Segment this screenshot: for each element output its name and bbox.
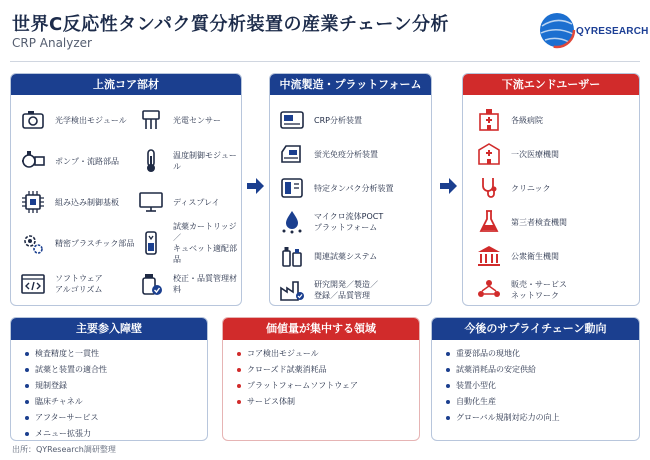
factory-icon bbox=[278, 276, 306, 304]
clinic-building-icon bbox=[475, 140, 503, 168]
chain-item-label: 蛍光免疫分析装置 bbox=[314, 149, 378, 159]
header-divider bbox=[10, 61, 640, 62]
chain-item-label: 特定タンパク分析装置 bbox=[314, 183, 394, 193]
bullet-item: 試薬消耗品の安定供給 bbox=[446, 362, 639, 378]
value-header: 価値量が集中する領域 bbox=[223, 318, 419, 340]
chain-item bbox=[137, 265, 241, 303]
chain-item bbox=[475, 101, 543, 139]
trends-list bbox=[432, 340, 639, 426]
chain-item-label: 光学検出モジュール bbox=[55, 115, 127, 125]
chain-item-label: CRP分析装置 bbox=[314, 115, 362, 125]
chain-item-label: ソフトウェア アルゴリズム bbox=[55, 274, 103, 294]
bullet-item: サービス体制 bbox=[237, 394, 419, 410]
monitor-icon bbox=[137, 188, 165, 216]
sensor-icon bbox=[137, 106, 165, 134]
bullet-item: 装置小型化 bbox=[446, 378, 639, 394]
bullet-item: 検査精度と一貫性 bbox=[25, 346, 207, 362]
chain-item-label: 販売・サービス ネットワーク bbox=[511, 280, 567, 300]
analyzer-icon bbox=[278, 106, 306, 134]
chain-item-label: クリニック bbox=[511, 183, 551, 193]
chain-item bbox=[19, 224, 134, 262]
chain-item bbox=[137, 224, 241, 262]
chip-icon bbox=[19, 188, 47, 216]
bullet-item: メニュー拡張力 bbox=[25, 426, 207, 442]
pump-icon bbox=[19, 147, 47, 175]
bullet-item: 自動化生産 bbox=[446, 394, 639, 410]
flask-icon bbox=[475, 208, 503, 236]
stethoscope-icon bbox=[475, 174, 503, 202]
upstream-header: 上流コア部材 bbox=[11, 74, 241, 95]
barriers-panel bbox=[10, 317, 208, 441]
protein-analyzer-icon bbox=[278, 174, 306, 202]
chain-item bbox=[475, 135, 559, 173]
arrow-right-icon bbox=[245, 176, 265, 196]
bullet-item: クローズド試薬消耗品 bbox=[237, 362, 419, 378]
chain-item bbox=[137, 101, 221, 139]
chain-item bbox=[137, 142, 241, 180]
chain-item-label: 温度制御モジュール bbox=[173, 151, 237, 171]
bullet-item: 試薬と装置の適合性 bbox=[25, 362, 207, 378]
chain-item bbox=[475, 271, 567, 309]
fluorescence-analyzer-icon bbox=[278, 140, 306, 168]
chain-item bbox=[278, 237, 377, 275]
chain-item bbox=[278, 101, 362, 139]
chain-item-label: 試薬カートリッジ／ キュベット適配部品 bbox=[173, 222, 237, 264]
chain-item-label: 第三者検査機関 bbox=[511, 217, 567, 227]
chain-item bbox=[19, 183, 119, 221]
chain-item-label: ポンプ・流路部品 bbox=[55, 156, 119, 166]
bullet-item: グローバル規制対応力の向上 bbox=[446, 410, 639, 426]
chain-item-label: マイクロ流体POCT プラットフォーム bbox=[314, 212, 384, 232]
chain-item bbox=[19, 142, 119, 180]
chain-item bbox=[137, 183, 220, 221]
chain-item-label: 一次医療機関 bbox=[511, 149, 559, 159]
chain-item bbox=[19, 265, 103, 303]
bullet-item: プラットフォームソフトウェア bbox=[237, 378, 419, 394]
value-panel bbox=[222, 317, 420, 441]
chain-item-label: 各級病院 bbox=[511, 115, 543, 125]
upstream-panel bbox=[10, 73, 242, 306]
network-people-icon bbox=[475, 276, 503, 304]
institution-icon bbox=[475, 242, 503, 270]
barriers-list bbox=[11, 340, 207, 442]
bottle-check-icon bbox=[137, 270, 165, 298]
chain-item-label: 校正・品質管理材料 bbox=[173, 274, 237, 294]
trends-panel bbox=[431, 317, 640, 441]
thermometer-icon bbox=[137, 147, 165, 175]
cartridge-icon bbox=[137, 229, 165, 257]
chain-item bbox=[19, 101, 127, 139]
value-list bbox=[223, 340, 419, 410]
bullet-item: 重要部品の現地化 bbox=[446, 346, 639, 362]
code-icon bbox=[19, 270, 47, 298]
midstream-panel bbox=[269, 73, 432, 306]
chain-item-label: 組み込み制御基板 bbox=[55, 197, 119, 207]
midstream-header: 中流製造・プラットフォーム bbox=[270, 74, 431, 95]
bullet-item: 臨床チャネル bbox=[25, 394, 207, 410]
chain-item bbox=[278, 271, 378, 309]
logo-text: QYRESEARCH bbox=[576, 26, 649, 37]
chain-item-label: ディスプレイ bbox=[173, 197, 220, 207]
bullet-item: コア検出モジュール bbox=[237, 346, 419, 362]
chain-item-label: 研究開発／製造／ 登録／品質管理 bbox=[314, 280, 378, 300]
chain-item-label: 精密プラスチック部品 bbox=[55, 238, 135, 248]
reagent-bottles-icon bbox=[278, 242, 306, 270]
chain-item bbox=[278, 169, 393, 207]
hospital-icon bbox=[475, 106, 503, 134]
chain-item-label: 関連試薬システム bbox=[314, 251, 378, 261]
chain-item bbox=[475, 169, 551, 207]
chain-item bbox=[475, 203, 567, 241]
page-subtitle: CRP Analyzer bbox=[12, 36, 92, 50]
camera-icon bbox=[19, 106, 47, 134]
downstream-header: 下流エンドユーザー bbox=[463, 74, 639, 95]
barriers-header: 主要参入障壁 bbox=[11, 318, 207, 340]
bullet-item: アフターサービス bbox=[25, 410, 207, 426]
downstream-panel bbox=[462, 73, 640, 306]
chain-item bbox=[278, 203, 383, 241]
chain-item-label: 公衆衛生機関 bbox=[511, 251, 559, 261]
source-note: 出所：QYResearch調研整理 bbox=[12, 445, 116, 454]
trends-header: 今後のサプライチェーン動向 bbox=[432, 318, 639, 340]
page-title: 世界C反応性タンパク質分析装置の産業チェーン分析 bbox=[12, 14, 450, 35]
arrow-right-icon bbox=[438, 176, 458, 196]
bullet-item: 規制登録 bbox=[25, 378, 207, 394]
chain-item-label: 光電センサー bbox=[173, 115, 221, 125]
chain-item bbox=[475, 237, 559, 275]
gears-icon bbox=[19, 229, 47, 257]
microfluidic-icon bbox=[278, 208, 306, 236]
chain-item bbox=[278, 135, 378, 173]
